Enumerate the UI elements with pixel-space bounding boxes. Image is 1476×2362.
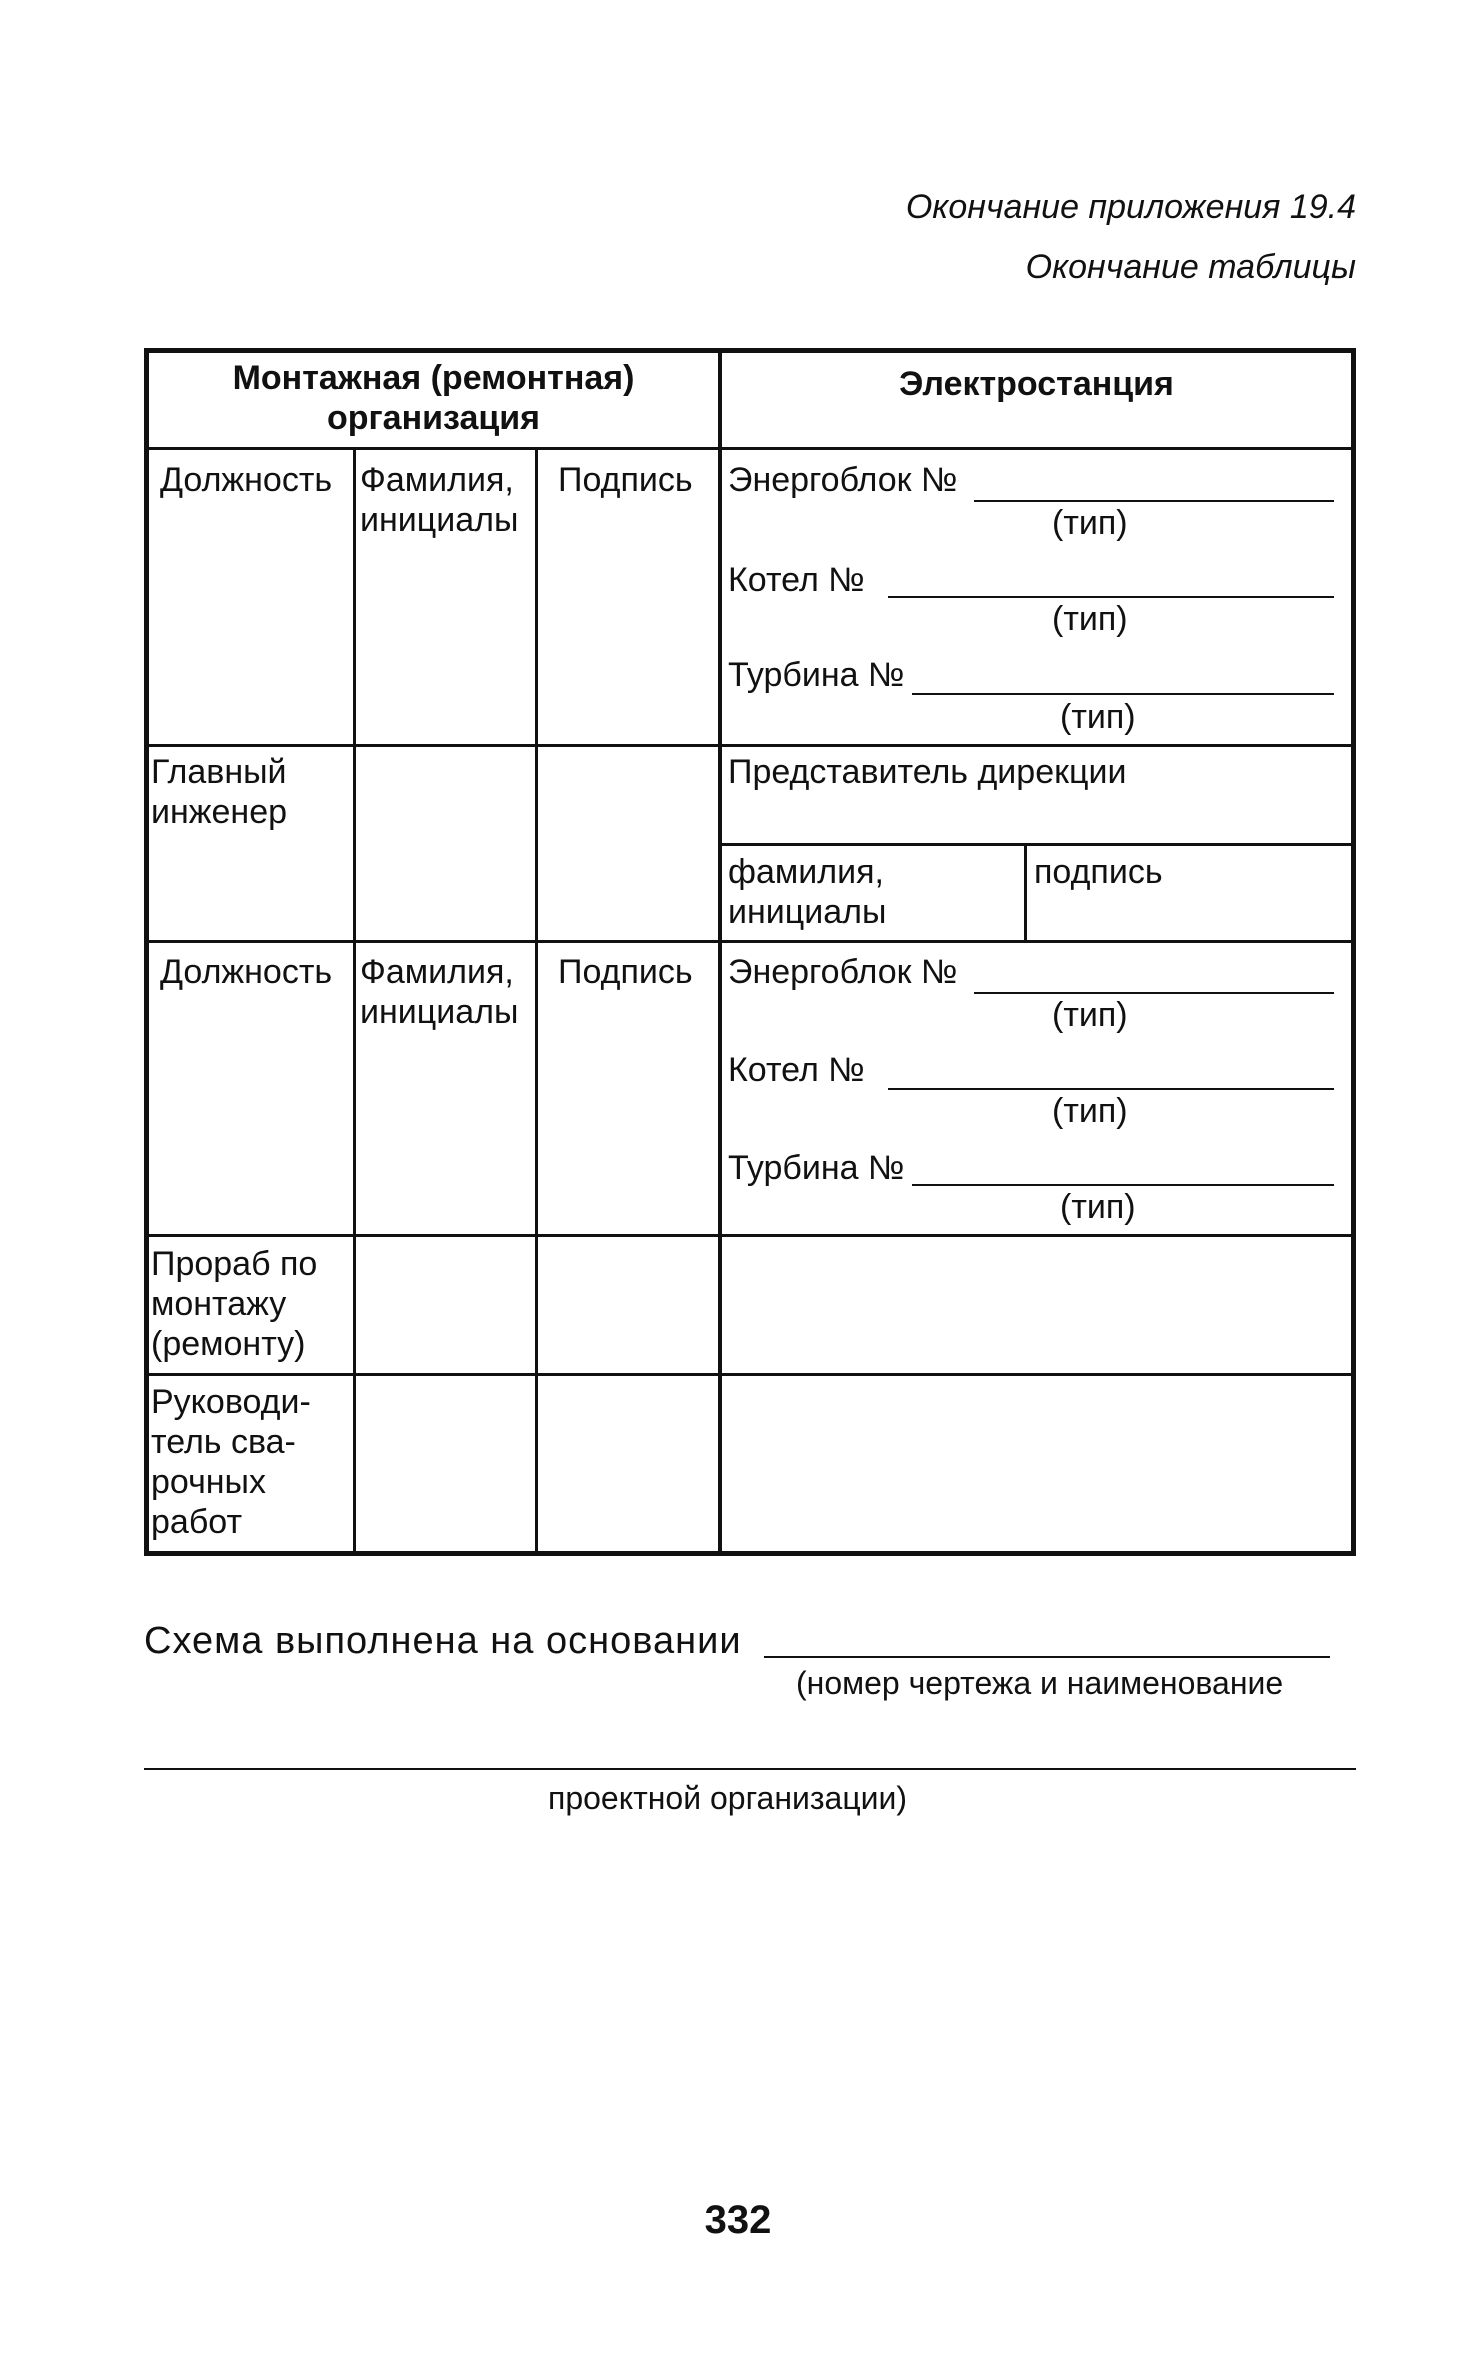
col-signature-1: Подпись — [558, 461, 693, 499]
hline-1 — [144, 447, 1356, 450]
col-position-1: Должность — [160, 461, 333, 499]
hline-rep — [720, 843, 1356, 846]
hline-5 — [144, 1373, 1356, 1376]
col-position-2: Должность — [160, 953, 333, 991]
turbine-label-2: Турбина № — [728, 1149, 905, 1187]
boiler-type-1: (тип) — [1052, 600, 1128, 638]
chief-engineer: Главный инженер — [151, 753, 288, 831]
boiler-label-2: Котел № — [728, 1051, 865, 1089]
vline-name — [353, 448, 356, 1556]
col-name-2: Фамилия, инициалы — [360, 953, 519, 1031]
foreman: Прораб по монтажу (ремонту) — [151, 1245, 318, 1363]
rep-name: фамилия, инициалы — [728, 853, 887, 931]
hline-3 — [144, 940, 1356, 943]
welding-head: Руководи- тель сва- рочных работ — [151, 1383, 311, 1541]
page-number: 332 — [704, 2198, 772, 2242]
directorate-rep: Представитель дирекции — [728, 753, 1127, 791]
scheme-basis-caption-1: (номер чертежа и наименование — [796, 1665, 1284, 1701]
vline-rep — [1024, 844, 1027, 942]
scheme-basis-text: Схема выполнена на основании — [144, 1620, 742, 1662]
hline-4 — [144, 1234, 1356, 1237]
turbine-type-2: (тип) — [1060, 1188, 1136, 1226]
signature-table — [144, 348, 1356, 1556]
header-line-1: Окончание приложения 19.4 — [905, 188, 1356, 226]
table-border-bottom — [144, 1551, 1356, 1556]
unit-label-2: Энергоблок № — [728, 953, 958, 991]
turbine-blank-2 — [912, 1184, 1334, 1186]
turbine-label-1: Турбина № — [728, 656, 905, 694]
unit-blank-2 — [974, 992, 1334, 994]
unit-label-1: Энергоблок № — [728, 461, 958, 499]
table-border-top — [144, 348, 1356, 353]
col-name-1: Фамилия, инициалы — [360, 461, 519, 539]
scheme-basis-caption-2: проектной организации) — [548, 1780, 908, 1816]
unit-blank-1 — [974, 500, 1334, 502]
col-signature-2: Подпись — [558, 953, 693, 991]
turbine-blank-1 — [912, 693, 1334, 695]
vline-signature — [535, 448, 538, 1556]
scheme-basis-blank — [764, 1656, 1330, 1658]
boiler-blank-1 — [888, 596, 1334, 598]
unit-type-2: (тип) — [1052, 996, 1128, 1034]
unit-type-1: (тип) — [1052, 504, 1128, 542]
head-station: Электростанция — [899, 365, 1174, 403]
head-org: Монтажная (ремонтная) организация — [232, 359, 635, 437]
boiler-type-2: (тип) — [1052, 1092, 1128, 1130]
rep-signature: подпись — [1034, 853, 1163, 891]
hline-2 — [144, 744, 1356, 747]
scheme-basis-blank-2 — [144, 1768, 1356, 1770]
boiler-label-1: Котел № — [728, 561, 865, 599]
header-line-2: Окончание таблицы — [1025, 248, 1356, 286]
boiler-blank-2 — [888, 1088, 1334, 1090]
turbine-type-1: (тип) — [1060, 698, 1136, 736]
